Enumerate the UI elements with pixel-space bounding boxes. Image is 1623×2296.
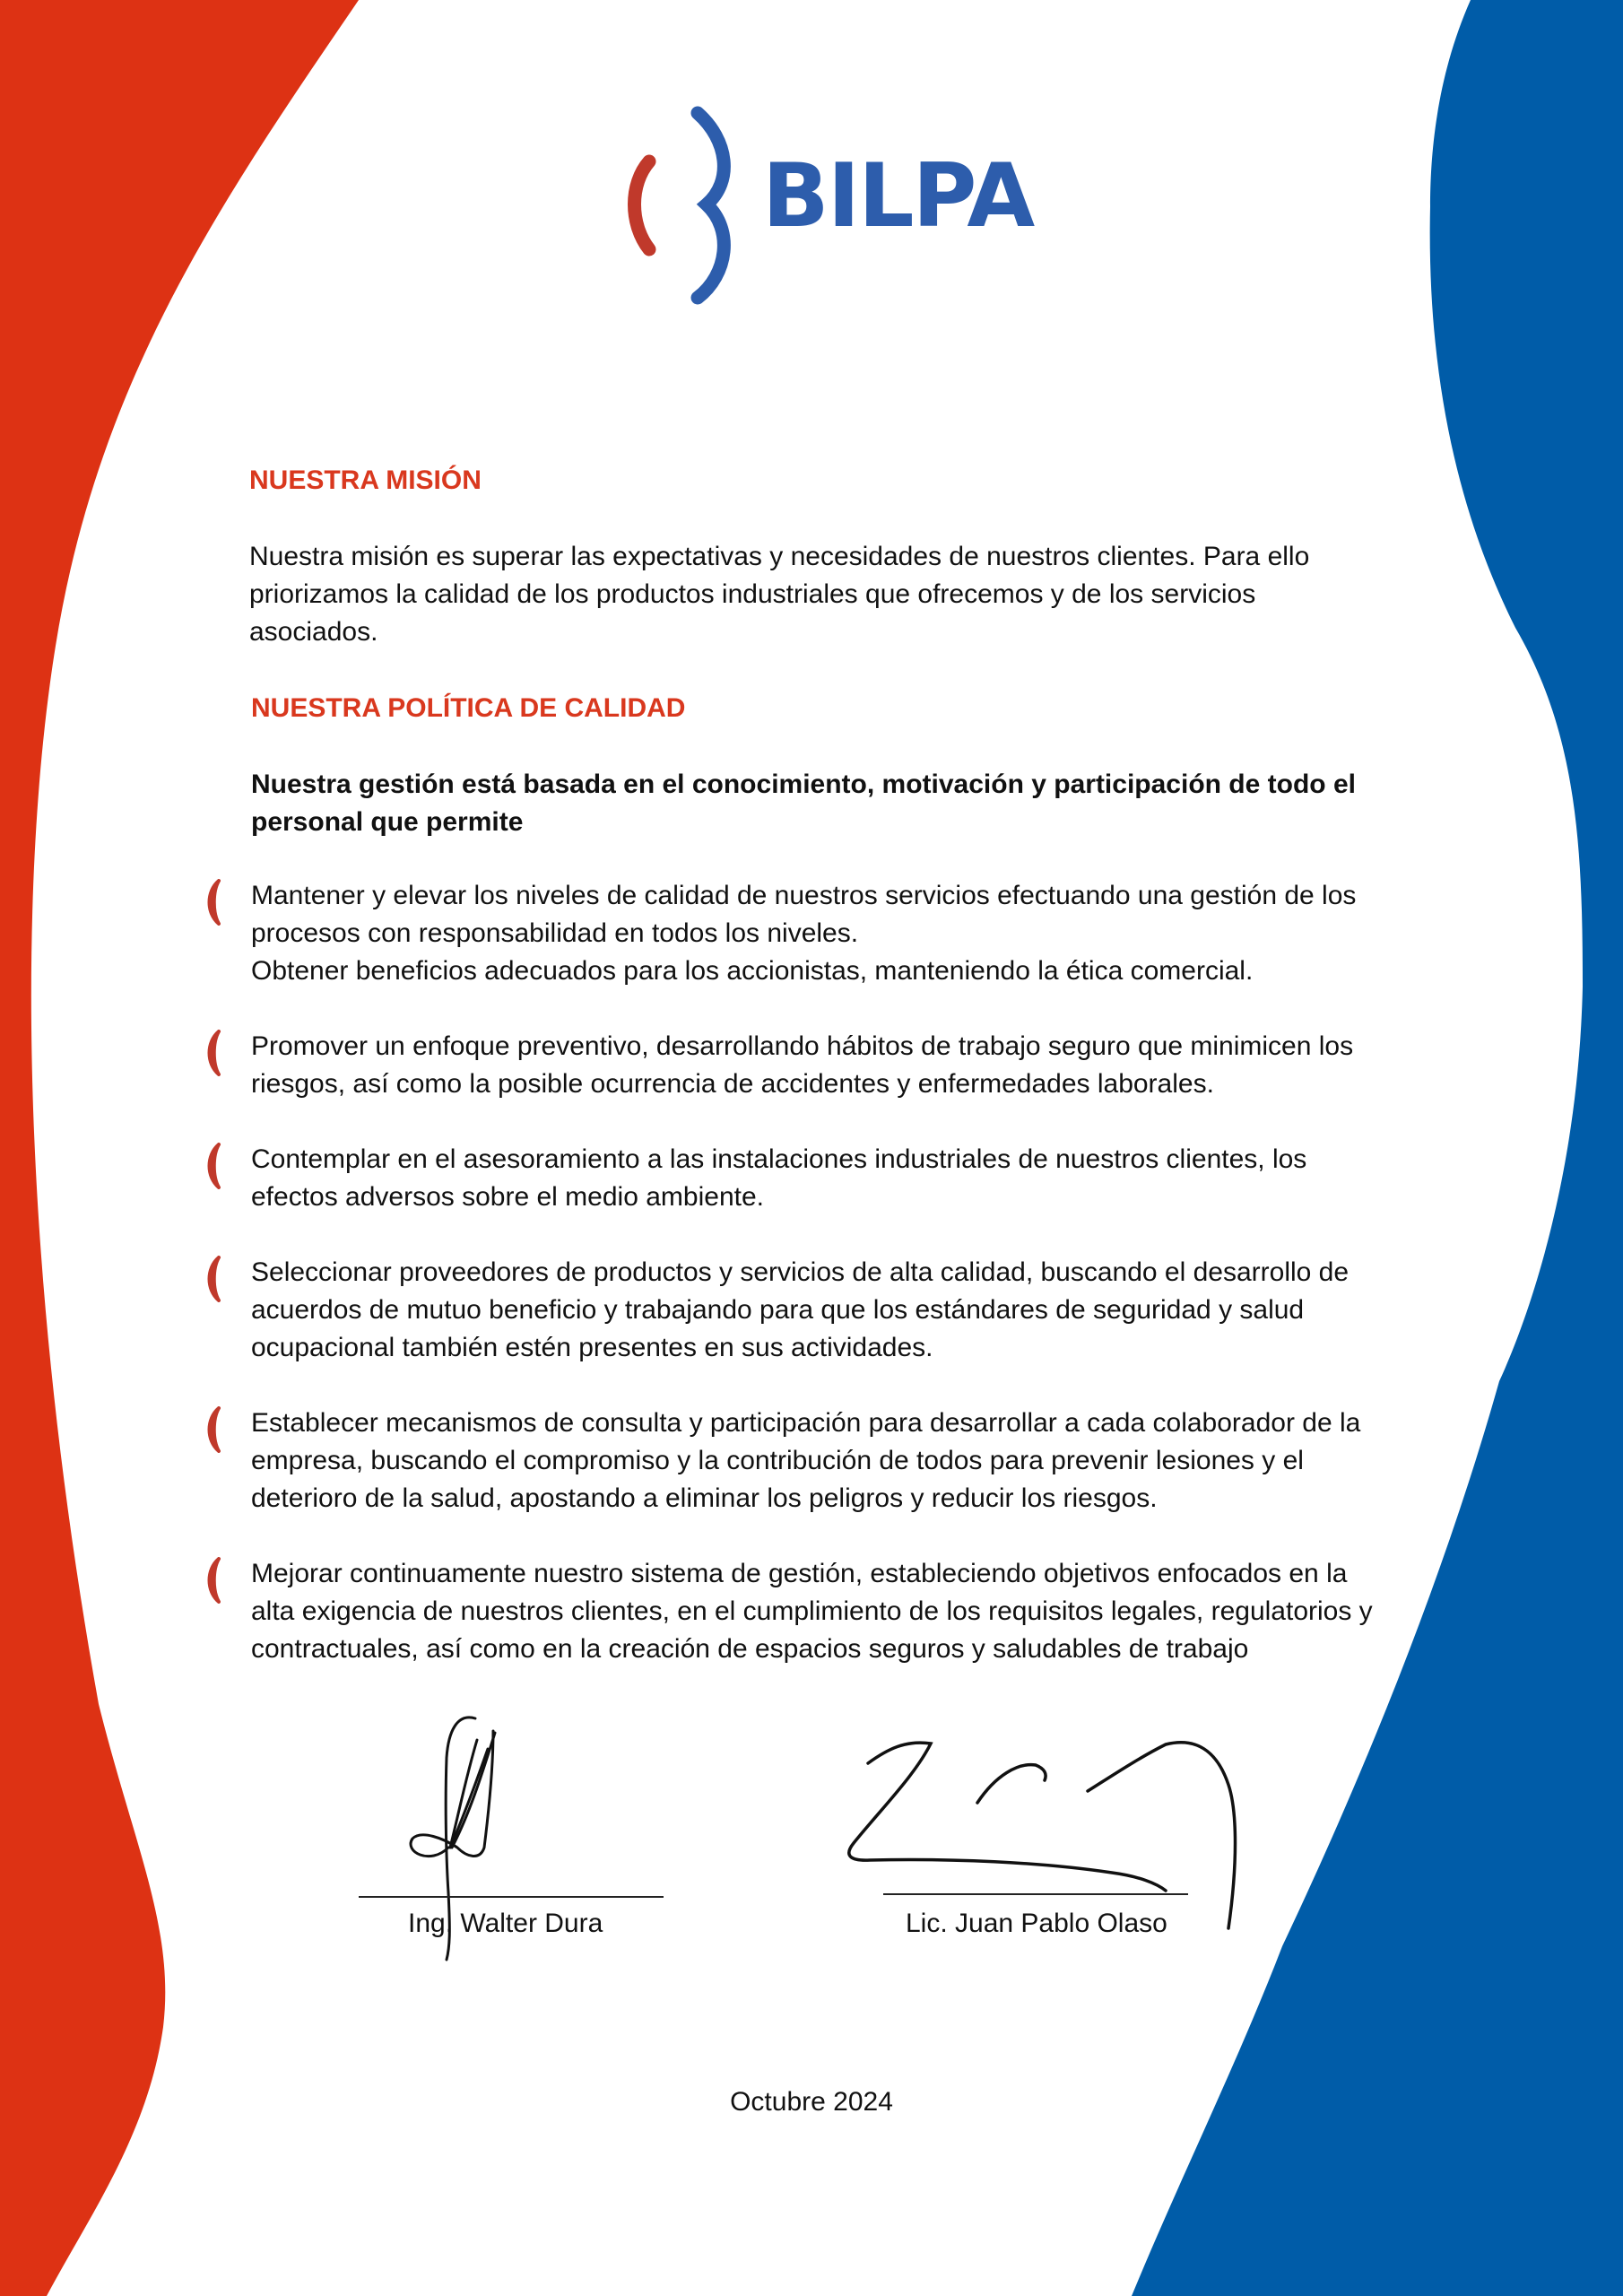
policy-intro: Nuestra gestión está basada en el conocimiento, motivación y participación de todo el personal que permite xyxy=(251,770,1356,837)
signatures-section xyxy=(0,1704,1623,1955)
mission-text: Nuestra misión es superar las expectativas y necesidades de nuestros clientes. Para ello priorizamos la calidad de los productos industriales que ofrecemos y de los servicios asociados. xyxy=(249,542,1310,647)
policy-item-text: Mantener y elevar los niveles de calidad de nuestros servicios efectuando una gestión de los procesos con responsabilidad en todos los niveles. xyxy=(251,881,1357,948)
red-crescent-bullet-icon xyxy=(203,1030,222,1076)
policy-item xyxy=(249,1405,1388,1518)
signature-line-right xyxy=(883,1893,1188,1895)
document-date: Octubre 2024 xyxy=(730,2087,893,2117)
policy-item-text: Seleccionar proveedores de productos y servicios de alta calidad, buscando el desarrollo de acuerdos de mutuo beneficio y trabajando para que los estándares de seguridad y salud ocupacional también estén presentes en sus actividades. xyxy=(251,1257,1350,1362)
policy-item xyxy=(249,1254,1388,1367)
policy-item xyxy=(249,1028,1388,1103)
policy-heading: NUESTRA POLÍTICA DE CALIDAD xyxy=(251,693,686,723)
policy-item-text-extra: Obtener beneficios adecuados para los accionistas, manteniendo la ética comercial. xyxy=(251,956,1254,986)
signatory-name-left: Ing. Walter Dura xyxy=(408,1909,603,1938)
signatory-name-right: Lic. Juan Pablo Olaso xyxy=(906,1909,1167,1938)
bilpa-logo xyxy=(628,99,1034,314)
policy-item-text: Promover un enfoque preventivo, desarrollando hábitos de trabajo seguro que minimicen los riesgos, así como la posible ocurrencia de accidentes y enfermedades laborales. xyxy=(251,1031,1354,1099)
bilpa-wordmark: BILPA xyxy=(762,145,1034,248)
signature-line-left xyxy=(359,1896,664,1898)
red-crescent-bullet-icon xyxy=(203,1143,222,1189)
policy-item xyxy=(249,1555,1388,1668)
red-crescent-bullet-icon xyxy=(203,1557,222,1604)
mission-heading: NUESTRA MISIÓN xyxy=(249,465,482,495)
document-body xyxy=(249,457,1388,1706)
red-crescent-bullet-icon xyxy=(203,1406,222,1453)
bilpa-logo-mark-icon xyxy=(628,99,735,314)
red-crescent-bullet-icon xyxy=(203,1256,222,1302)
policy-item xyxy=(249,1141,1388,1216)
policy-item-text: Mejorar continuamente nuestro sistema de gestión, estableciendo objetivos enfocados en la alta exigencia de nuestros clientes, en el cumplimiento de los requisitos legales, regulatorios y contractuales, así como en la creación de espacios seguros y saludables de trabajo xyxy=(251,1559,1373,1664)
policy-item xyxy=(249,877,1388,990)
policy-list xyxy=(249,877,1388,1668)
red-crescent-bullet-icon xyxy=(203,879,222,926)
policy-item-text: Establecer mecanismos de consulta y participación para desarrollar a cada colaborador de la empresa, buscando el compromiso y la contribución de todos para prevenir lesiones y el deterioro de la salud, apostando a eliminar los peligros y reducir los riesgos. xyxy=(251,1408,1361,1513)
policy-item-text: Contemplar en el asesoramiento a las instalaciones industriales de nuestros clientes, los efectos adversos sobre el medio ambiente. xyxy=(251,1144,1307,1212)
